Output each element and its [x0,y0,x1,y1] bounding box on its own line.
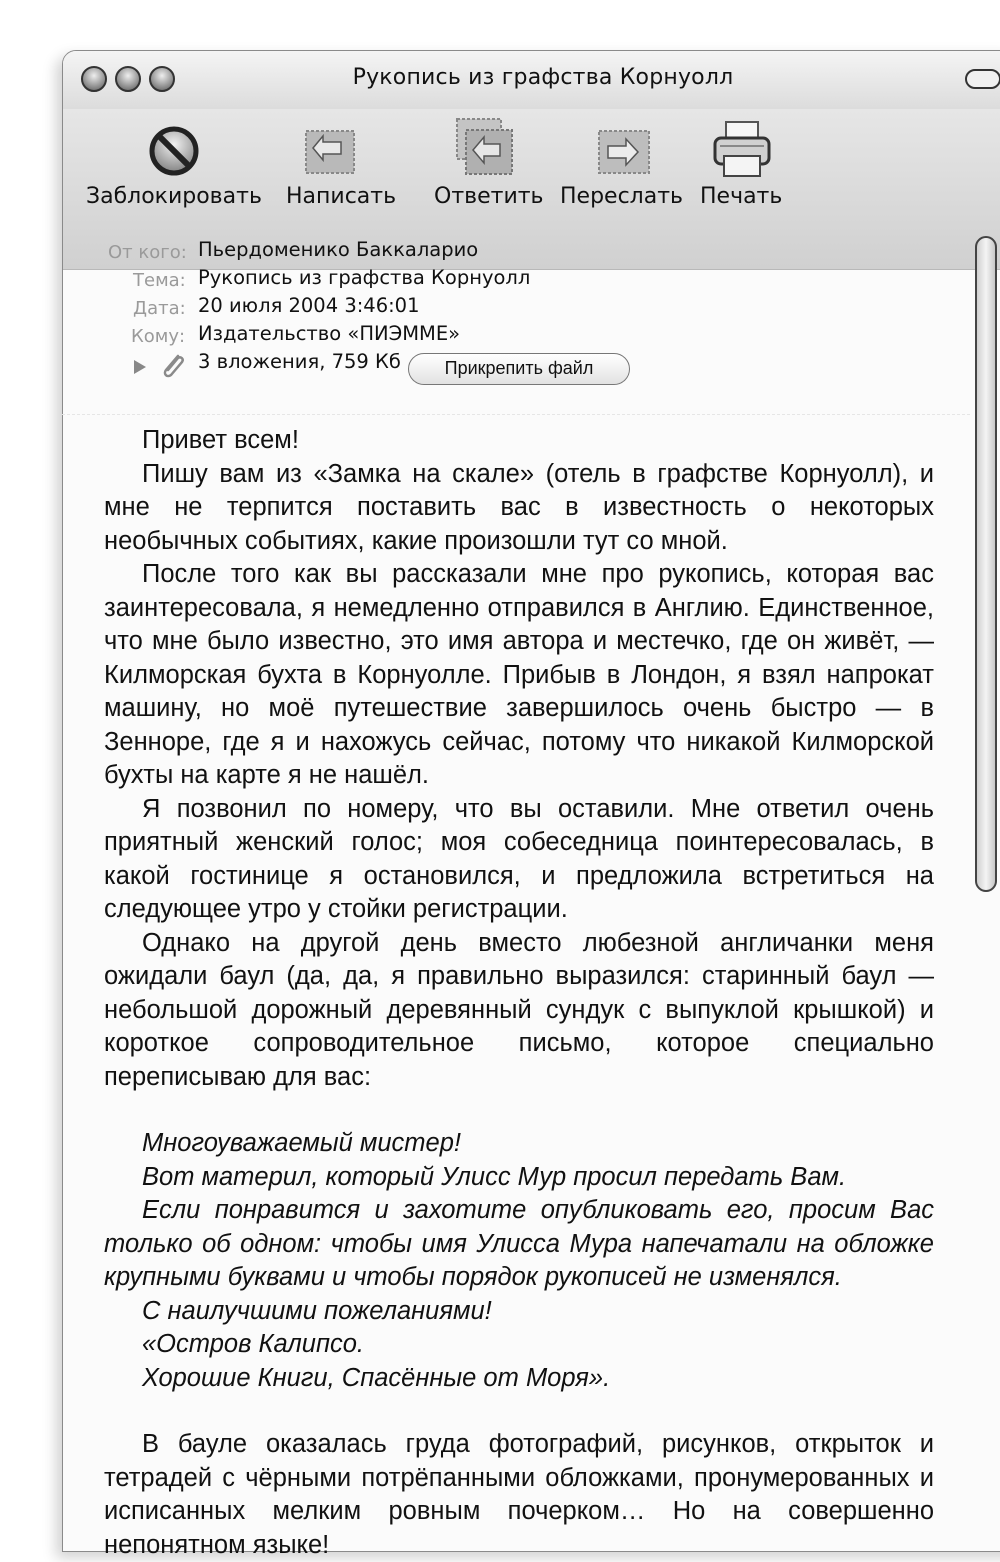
toolbar-label-reply: Ответить [434,184,544,209]
body-paragraph: Пишу вам из «Замка на скале» (отель в графстве Корнуолл), и мне не терпится поставить вас в известность о некоторых необычных событиях, какие произошли тут со мной. [104,459,934,555]
body-paragraph-greeting: Привет всем! [142,426,299,454]
printer-icon [712,120,772,180]
paperclip-icon [158,350,186,382]
to-row [131,324,185,347]
to-label: Кому: [131,326,186,347]
body-paragraph: После того как вы рассказали мне про рукопись, которая вас заинтересовала, я немедленно отправился в Англию. Единственное, что мне было известно, это имя автора и местечко, где он живёт, — Килморская бухта в Корнуолле. Прибыв в Лондон, я взял напрокат машину, но моё путешествие завершилось очень быстро — в Зенноре, где я и нахожусь сейчас, потому что никакой Килморской бухты на карте я не нашёл. [104,560,934,789]
body-paragraph: Однако на другой день вместо любезной англичанки меня ожидали баул (да, да, я правильно выразился: старинный баул — небольшой дорожный деревянный сундук с выпуклой крышкой) и короткое сопроводительное письмо, которое специально переписываю для вас: [104,928,934,1091]
header-divider [62,414,970,415]
date-row [133,296,186,319]
letter-line-salutation: Многоуважаемый мистер! [142,1129,461,1157]
from-label: От кого: [108,242,187,263]
toolbar-label-block: Заблокировать [86,184,262,209]
body-paragraph: Я позвонил по номеру, что вы оставили. Мне ответил очень приятный женский голос; моя собеседница поинтересовалась, в какой гостинице я остановился, и предложила встретиться на следующее утро у стойки регистрации. [104,794,934,923]
letter-line: «Остров Калипсо. [142,1330,365,1358]
subject-label: Тема: [133,270,186,291]
message-body [104,424,934,1562]
block-icon [148,125,200,177]
compose-icon [303,128,357,176]
toolbar-toggle-button[interactable] [965,69,1000,89]
disclosure-triangle-icon[interactable] [132,358,148,376]
from-row [108,240,187,263]
date-label: Дата: [133,298,186,319]
from-value[interactable]: Пьердоменико Баккаларио [198,238,479,261]
letter-line: Если понравится и захотите опубликовать его, просим Вас только об одном: чтобы имя Улисса Мура напечатали на обложке крупными буквами и чтобы порядок рукописей не изменялся. [104,1196,934,1291]
reply-icon [454,116,516,178]
letter-line: Вот материл, который Улисс Мур просил передать Вам. [142,1162,847,1191]
subject-value: Рукопись из графства Корнуолл [198,266,531,289]
forward-icon [596,128,652,176]
vertical-scrollbar-thumb[interactable] [975,236,997,892]
attach-file-button[interactable]: Прикрепить файл [408,353,630,385]
attachments-summary[interactable]: 3 вложения, 759 Кб [198,350,401,373]
title-bar [63,51,1000,109]
letter-line: С наилучшими пожеланиями! [142,1296,492,1325]
window-title: Рукопись из графства Корнуолл [352,65,734,90]
toolbar-label-print: Печать [700,184,783,209]
letter-line: Хорошие Книги, Спасённые от Моря». [142,1363,611,1392]
toolbar-label-compose: Написать [286,184,397,209]
subject-row [133,268,186,291]
date-value: 20 июля 2004 3:46:01 [198,294,420,317]
to-value[interactable]: Издательство «ПИЭММЕ» [198,322,461,345]
body-paragraph-closing: В бауле оказалась груда фотографий, рисунков, открыток и тетрадей с чёрными потрёпанными обложками, пронумерованных и исписанных мелким ровным почерком… Но на совершенно непонятном языке! [104,1430,934,1559]
toolbar-label-forward: Переслать [560,184,683,209]
